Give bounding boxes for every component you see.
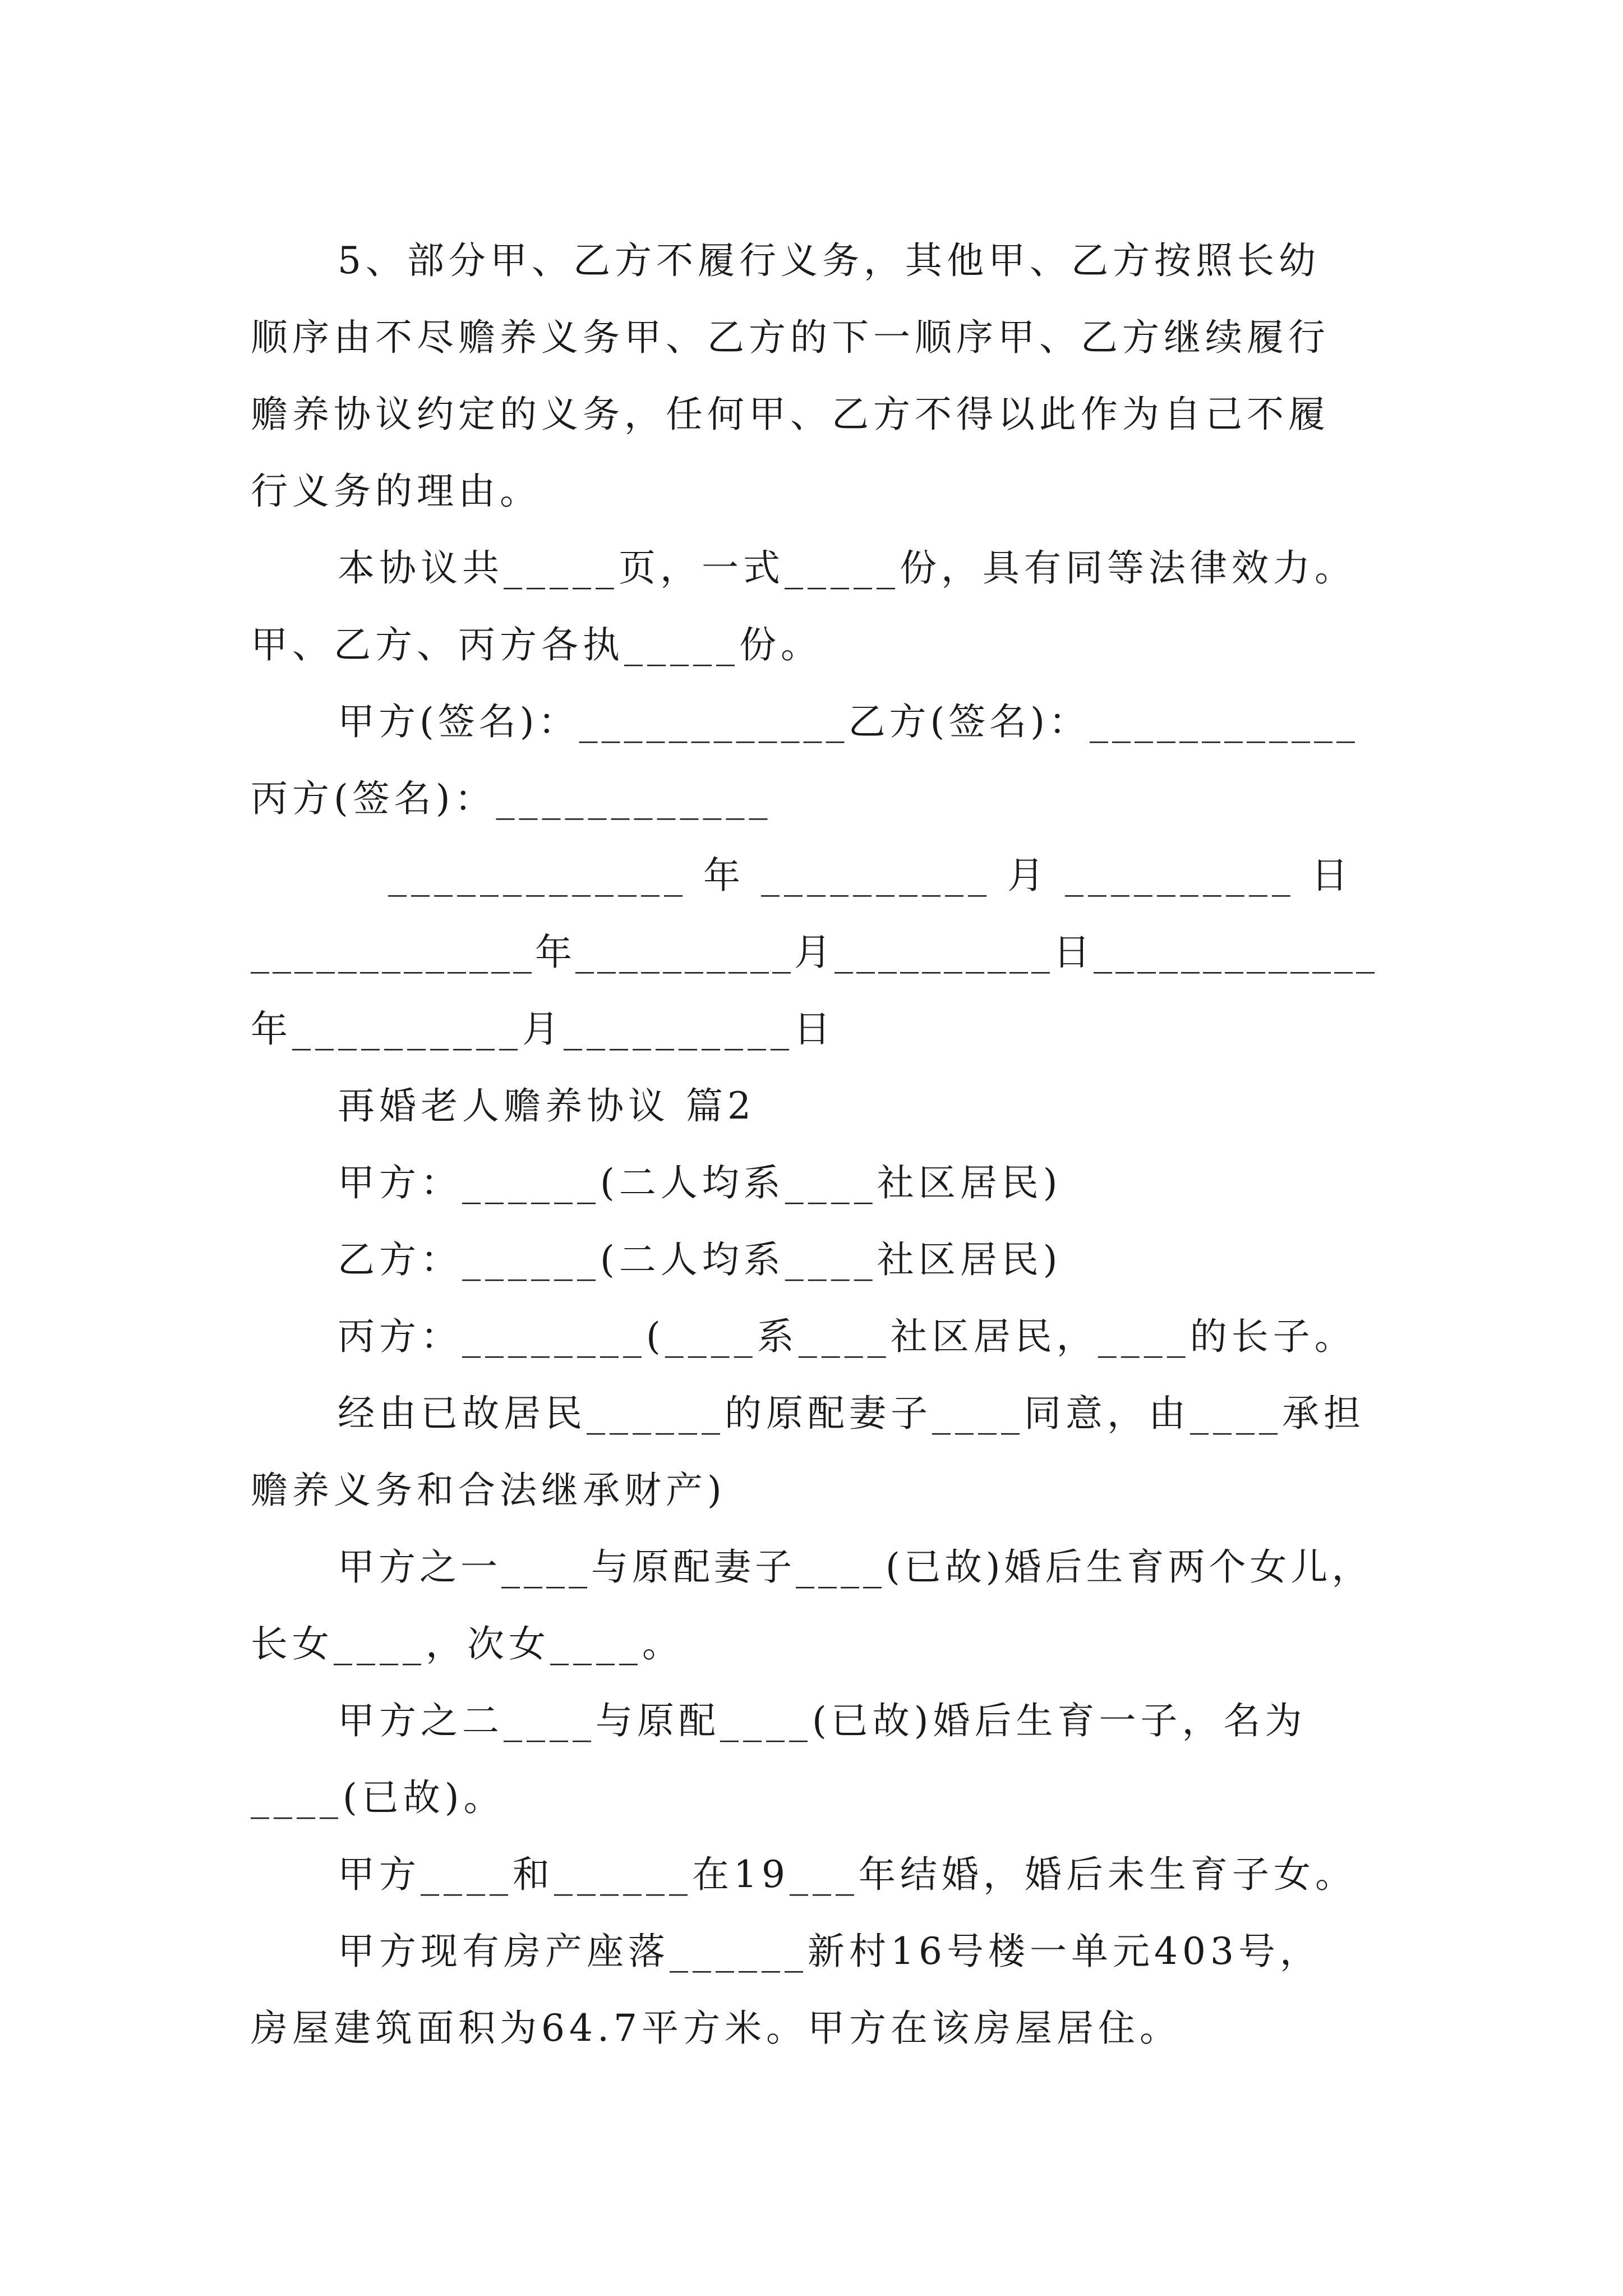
paragraph-line: 甲方现有房产座落______新村16号楼一单元403号， [338, 1930, 1321, 1973]
paragraph-line: ____(已故)。 [251, 1776, 505, 1819]
party-line: 甲方：______(二人均系____社区居民) [338, 1161, 1062, 1204]
paragraph-line: 赡养协议约定的义务，任何甲、乙方不得以此作为自己不履 [251, 393, 1330, 436]
paragraph-line: 甲方之二____与原配____(已故)婚后生育一子，名为 [338, 1699, 1307, 1742]
party-line: 乙方：______(二人均系____社区居民) [338, 1238, 1062, 1281]
paragraph-line: 顺序由不尽赡养义务甲、乙方的下一顺序甲、乙方继续履行 [251, 316, 1330, 359]
paragraph-line: 甲方之一____与原配妻子____(已故)婚后生育两个女儿， [338, 1545, 1373, 1589]
date-line: 年__________月__________日 [251, 1007, 835, 1051]
paragraph-line: 经由已故居民______的原配妻子____同意，由____承担 [338, 1392, 1365, 1435]
paragraph-line: 甲、乙方、丙方各执_____份。 [251, 623, 822, 666]
document-body [251, 222, 1378, 2067]
paragraph-line: 行义务的理由。 [251, 470, 541, 513]
date-line: _____________ 年 __________ 月 __________ 日 [388, 854, 1353, 897]
section-heading: 再婚老人赡养协议 篇2 [338, 1084, 755, 1128]
paragraph-line: 赡养义务和合法继承财产) [251, 1469, 726, 1512]
signature-line: 甲方(签名)：____________乙方(签名)：____________ [338, 700, 1359, 743]
paragraph-line: 房屋建筑面积为64.7平方米。甲方在该房屋居住。 [251, 2007, 1181, 2050]
date-line: _____________年__________月__________日_____________ [251, 931, 1378, 974]
signature-line: 丙方(签名)：____________ [251, 777, 772, 820]
paragraph-line: 5、部分甲、乙方不履行义务，其他甲、乙方按照长幼 [338, 239, 1320, 282]
paragraph-line: 本协议共_____页，一式_____份，具有同等法律效力。 [338, 546, 1356, 590]
party-line: 丙方：________(____系____社区居民，____的长子。 [338, 1315, 1356, 1358]
paragraph-line: 甲方____和______在19___年结婚，婚后未生育子女。 [338, 1853, 1357, 1896]
paragraph-line: 长女____，次女____。 [251, 1622, 684, 1665]
